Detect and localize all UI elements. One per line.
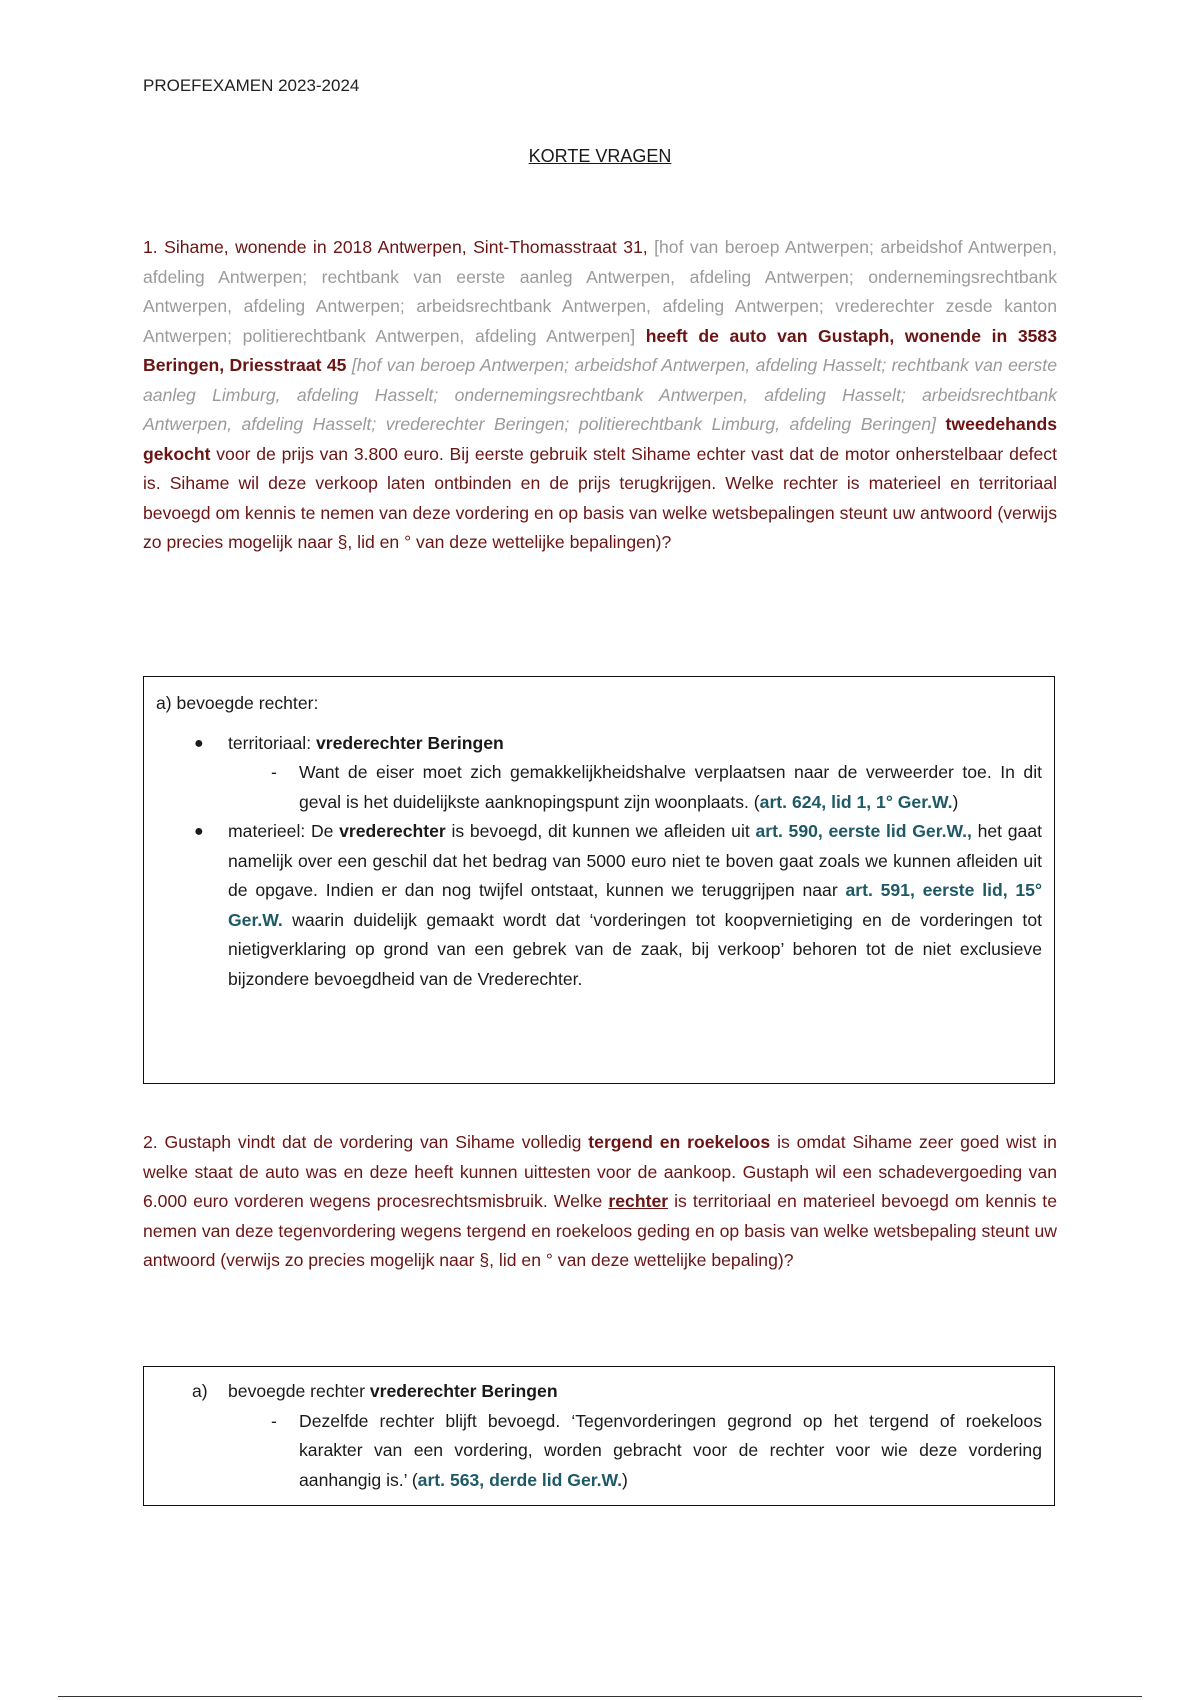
q1-courts-antwerpen: [hof van beroep Antwerpen; arbeidshof Antwerpen, afdeling Antwerpen; rechtbank van eerste aanleg Antwerpen, afdeling Antwerpen; ondernemingsrechtbank Antwerpen, afdeling Antwerpen; arbeidsrechtbank Antwerpen, afdeling Antwerpen; vrederechter zesde kanton Antwerpen; politierechtbank Antwerpen, afdeling Antwerpen]: [143, 237, 1057, 346]
materieel-text-3: waarin duidelijk gemaakt wordt dat ‘vorderingen tot koopvernietiging en de vorderingen tot nietigverklaring op grond van een gebrek van de zaak, bij verkoop’ behoren tot de niet exclusieve bijzondere bevoegdheid van de Vrederechter.: [228, 909, 1042, 989]
answer-box-1: [143, 676, 1055, 1084]
answer-2-letter: a): [192, 1381, 208, 1401]
answer-2-article-ref: art. 563, derde lid Ger.W.: [417, 1469, 623, 1490]
materieel-text-2: het gaat namelijk over een geschil dat het bedrag van 5000 euro niet te boven gaat zoals we kunnen afleiden uit de opgave. Indien er dan nog twijfel ontstaat, kunnen we teruggrijpen naar: [228, 821, 1042, 900]
section-title: [143, 146, 1057, 167]
territoriaal-value: vrederechter Beringen: [316, 732, 504, 753]
answer-box-2: [143, 1366, 1055, 1506]
footer-divider: [58, 1696, 1142, 1697]
territoriaal-label: territoriaal:: [228, 732, 316, 753]
dash-answer-2-explanation: [156, 1407, 1042, 1496]
q1-text-3: tweedehands gekocht: [143, 414, 1057, 464]
answer-2-item: [156, 1377, 1042, 1407]
materieel-article-ref-2: art. 591, eerste lid, 15° Ger.W.: [228, 880, 1042, 930]
answer-2-explanation: Dezelfde rechter blijft bevoegd. ‘Tegenvorderingen gegrond op het tergend of roekeloos karakter van een vordering, worden gebracht voor de rechter voor wie deze vordering aanhangig is.’ (: [299, 1410, 1042, 1490]
materieel-bold: vrederechter: [339, 821, 446, 841]
q2-text-1: 2. Gustaph vindt dat de vordering van Sihame volledig: [143, 1132, 589, 1152]
question-2: [143, 1128, 1057, 1276]
bullet-dot-icon: ●: [194, 823, 204, 840]
dash-territoriaal-explanation: [156, 758, 1042, 817]
materieel-text-1: is bevoegd, dit kunnen we afleiden uit: [445, 821, 756, 841]
materieel-label: materieel: De: [228, 821, 340, 841]
q1-text-4: voor de prijs van 3.800 euro. Bij eerste gebruik stelt Sihame echter vast dat de motor onherstelbaar defect is. Sihame wil deze verkoop laten ontbinden en de prijs terugkrijgen. Welke rechter is materieel en territoriaal bevoegd om kennis te nemen van deze vordering en op basis van welke wetsbepalingen steunt uw antwoord (verwijs zo precies mogelijk naar §, lid en ° van deze wettelijke bepalingen)?: [143, 443, 1057, 552]
dash-icon: -: [271, 762, 277, 782]
q2-underline-rechter: rechter: [608, 1191, 669, 1211]
territoriaal-close: ): [952, 791, 959, 812]
materieel-article-ref-1: art. 590, eerste lid Ger.W.,: [755, 821, 972, 841]
question-1: [143, 233, 1057, 558]
bullet-materieel: [156, 817, 1042, 994]
document-header: PROEFEXAMEN 2023-2024: [143, 76, 360, 95]
section-title-text: KORTE VRAGEN: [528, 146, 672, 166]
answer-2-value: vrederechter Beringen: [369, 1381, 558, 1401]
q1-courts-beringen: [hof van beroep Antwerpen; arbeidshof Antwerpen, afdeling Hasselt; rechtbank van eerste aanleg Limburg, afdeling Hasselt; ondernemingsrechtbank Antwerpen, afdeling Hasselt; arbeidsrechtbank Antwerpen, afdeling Hasselt; vrederechter Beringen; politierechtbank Limburg, afdeling Beringen]: [143, 355, 1057, 434]
bullet-dot-icon: ●: [194, 734, 204, 752]
q2-bold-tergend: tergend en roekeloos: [588, 1132, 771, 1152]
answer-2-close: ): [622, 1469, 628, 1490]
territoriaal-article-ref: art. 624, lid 1, 1° Ger.W.: [759, 791, 953, 812]
q2-text-3: is territoriaal en materieel bevoegd om kennis te nemen van deze tegenvordering wegens tergend en roekeloos geding en op basis van welke wetsbepaling steunt uw antwoord (verwijs zo precies mogelijk naar §, lid en ° van deze wettelijke bepaling)?: [143, 1191, 1057, 1270]
bullet-territoriaal: [156, 729, 1042, 759]
answer-2-label: bevoegde rechter: [228, 1381, 370, 1401]
q1-text-1: 1. Sihame, wonende in 2018 Antwerpen, Sint-Thomasstraat 31,: [143, 237, 648, 257]
document-page: [143, 0, 1057, 1700]
territoriaal-explanation: Want de eiser moet zich gemakkelijkheidshalve verplaatsen naar de verweerder toe. In dit geval is het duidelijkste aanknopingspunt zijn woonplaats. (: [299, 762, 1042, 812]
dash-icon: -: [271, 1410, 277, 1431]
answer-1-heading: a) bevoegde rechter:: [156, 693, 319, 713]
q2-text-2: is omdat Sihame zeer goed wist in welke staat de auto was en deze heeft kunnen uittesten voor de aankoop. Gustaph wil een schadevergoeding van 6.000 euro vorderen wegens procesrechtsmisbruik. Welke: [143, 1132, 1057, 1211]
q1-text-2: heeft de auto van Gustaph, wonende in 3583 Beringen, Driesstraat 45: [143, 325, 1057, 375]
